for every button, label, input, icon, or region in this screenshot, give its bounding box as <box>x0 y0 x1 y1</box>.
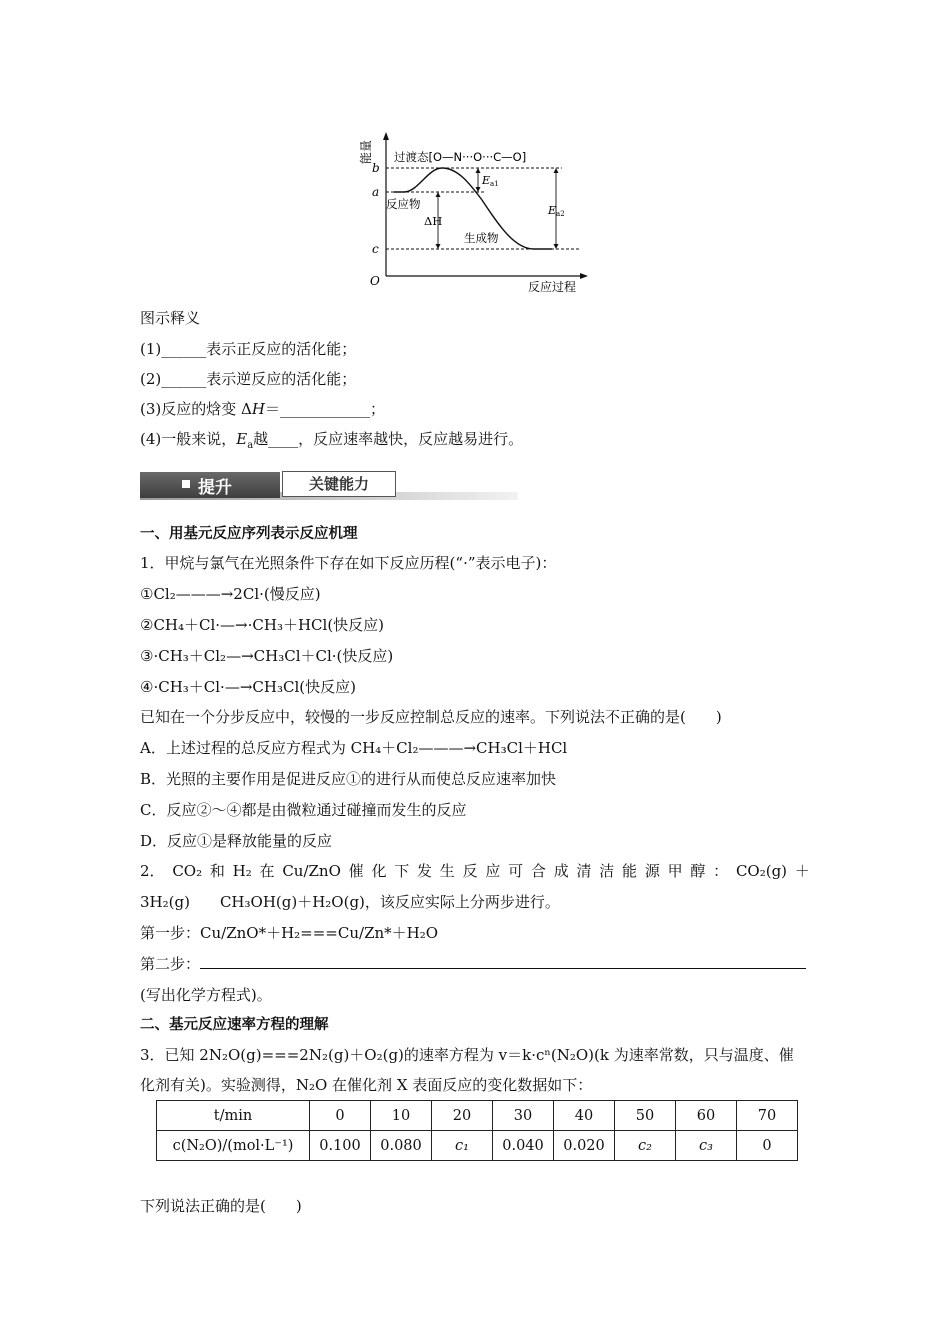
x-axis-label: 反应过程 <box>528 280 577 294</box>
reaction-1: ①Cl₂———→2Cl·(慢反应) <box>140 585 321 603</box>
q2-word: 甲 <box>667 862 683 880</box>
table-row-label: c(N₂O)/(mol·L⁻¹) <box>157 1131 310 1161</box>
banner-square-icon <box>182 480 190 488</box>
step-2-note: (写出化学方程式)。 <box>140 986 272 1004</box>
explain-q3: (3)反应的焓变 ΔH＝____________； <box>140 400 385 418</box>
y-axis-arrow <box>383 132 389 140</box>
q2-word: 合 <box>530 862 546 880</box>
q2-word: ： <box>713 862 729 880</box>
reactants-label: 反应物 <box>386 197 421 211</box>
q2-word: 源 <box>644 862 660 880</box>
option-d: D．反应①是释放能量的反应 <box>140 832 333 850</box>
q3-line2: 化剂有关)。实验测得，N₂O 在催化剂 X 表面反应的变化数据如下： <box>140 1076 593 1094</box>
explain-q4: (4)一般来说，$E_a$越____，反应速率越快，反应越易进行。 <box>140 430 524 451</box>
table-cell: c₁ <box>432 1131 493 1161</box>
q3-closing: 下列说法正确的是( ) <box>140 1197 302 1215</box>
q2-word: H₂ <box>232 862 252 880</box>
table-row <box>157 1131 798 1161</box>
banner-title: 提升 <box>198 478 232 498</box>
option-a: A．上述过程的总反应方程式为 CH₄＋Cl₂———→CH₃Cl＋HCl <box>140 739 568 757</box>
explain-q1: (1)______表示正反应的活化能； <box>140 340 357 358</box>
table-header-cell: 50 <box>615 1101 676 1131</box>
q2-line2: 3H₂(g) CH₃OH(g)＋H₂O(g)，该反应实际上分两步进行。 <box>140 893 560 911</box>
transition-state-label: 过渡态[O—N···O···C—O] <box>394 150 527 164</box>
ea2-label: Ea2 <box>548 204 565 218</box>
table-header-cell: 70 <box>737 1101 798 1131</box>
q2-word: 反 <box>462 862 478 880</box>
table-header-cell: 10 <box>371 1101 432 1131</box>
q2-word: 醇 <box>690 862 706 880</box>
table-header-row <box>157 1101 798 1131</box>
table-cell: c₃ <box>676 1131 737 1161</box>
q2-line1 <box>140 861 810 881</box>
label-a: a <box>372 185 380 199</box>
q2-word: 清 <box>576 862 592 880</box>
q1-stem: 1．甲烷与氯气在光照条件下存在如下反应历程(“·”表示电子)： <box>140 554 557 572</box>
explain-q2: (2)______表示逆反应的活化能； <box>140 370 357 388</box>
label-origin: O <box>370 274 380 288</box>
q2-word: CO₂(g) <box>735 862 788 880</box>
x-axis-arrow <box>580 273 588 279</box>
q2-word: Cu/ZnO <box>282 862 341 880</box>
ea1-label: Ea1 <box>482 174 499 188</box>
energy-diagram <box>358 128 598 298</box>
option-c: C．反应②～④都是由微粒通过碰撞而发生的反应 <box>140 801 467 819</box>
section-banner <box>140 470 520 502</box>
option-b: B．光照的主要作用是促进反应①的进行从而使总反应速率加快 <box>140 770 557 788</box>
table-cell: 0.100 <box>310 1131 371 1161</box>
dh-label: ΔH <box>424 214 443 228</box>
table-header-cell: 40 <box>554 1101 615 1131</box>
q1-known: 已知在一个分步反应中，较慢的一步反应控制总反应的速率。下列说法不正确的是( ) <box>140 708 722 726</box>
label-b: b <box>372 161 380 175</box>
table-cell: 0.020 <box>554 1131 615 1161</box>
step-2: 第二步： <box>140 954 806 974</box>
q2-word: 化 <box>371 862 387 880</box>
step-1: 第一步：Cu/ZnO*＋H₂===Cu/Zn*＋H₂O <box>140 924 439 942</box>
section1-title: 一、用基元反应序列表示反应机理 <box>140 526 358 542</box>
q2-word: 2． <box>140 862 165 880</box>
q3-line1: 3．已知 2N₂O(g)===2N₂(g)＋O₂(g)的速率方程为 v＝k·cⁿ(N₂O)(k 为速率常数，只与温度、催 <box>140 1046 794 1064</box>
products-label: 生成物 <box>464 231 499 245</box>
data-table <box>156 1100 798 1161</box>
label-c: c <box>372 242 379 256</box>
q2-word: 能 <box>622 862 638 880</box>
q2-word: 下 <box>394 862 410 880</box>
q2-word: 可 <box>508 862 524 880</box>
table-header-cell: 30 <box>493 1101 554 1131</box>
q2-word: ＋ <box>794 862 810 880</box>
q2-word: 生 <box>439 862 455 880</box>
section2-title: 二、基元反应速率方程的理解 <box>140 1017 329 1033</box>
reaction-2: ②CH₄＋Cl·—→·CH₃＋HCl(快反应) <box>140 616 385 634</box>
table-header-cell: 0 <box>310 1101 371 1131</box>
table-header-label: t/min <box>157 1101 310 1131</box>
reaction-3: ③·CH₃＋Cl₂—→CH₃Cl＋Cl·(快反应) <box>140 647 394 665</box>
q2-word: 催 <box>348 862 364 880</box>
table-cell: 0.080 <box>371 1131 432 1161</box>
figure-explain-heading: 图示释义 <box>140 309 201 327</box>
q2-word: 成 <box>553 862 569 880</box>
q2-word: 和 <box>209 862 225 880</box>
y-axis-label: 能量 <box>359 139 373 165</box>
q2-word: 应 <box>485 862 501 880</box>
banner-subtitle: 关键能力 <box>282 471 396 497</box>
q2-word: 在 <box>259 862 275 880</box>
table-cell: 0 <box>737 1131 798 1161</box>
reaction-4: ④·CH₃＋Cl·—→CH₃Cl(快反应) <box>140 678 356 696</box>
q2-word: 洁 <box>599 862 615 880</box>
q2-word: CO₂ <box>172 862 203 880</box>
table-cell: 0.040 <box>493 1131 554 1161</box>
table-header-cell: 20 <box>432 1101 493 1131</box>
table-cell: c₂ <box>615 1131 676 1161</box>
q2-word: 发 <box>417 862 433 880</box>
table-header-cell: 60 <box>676 1101 737 1131</box>
